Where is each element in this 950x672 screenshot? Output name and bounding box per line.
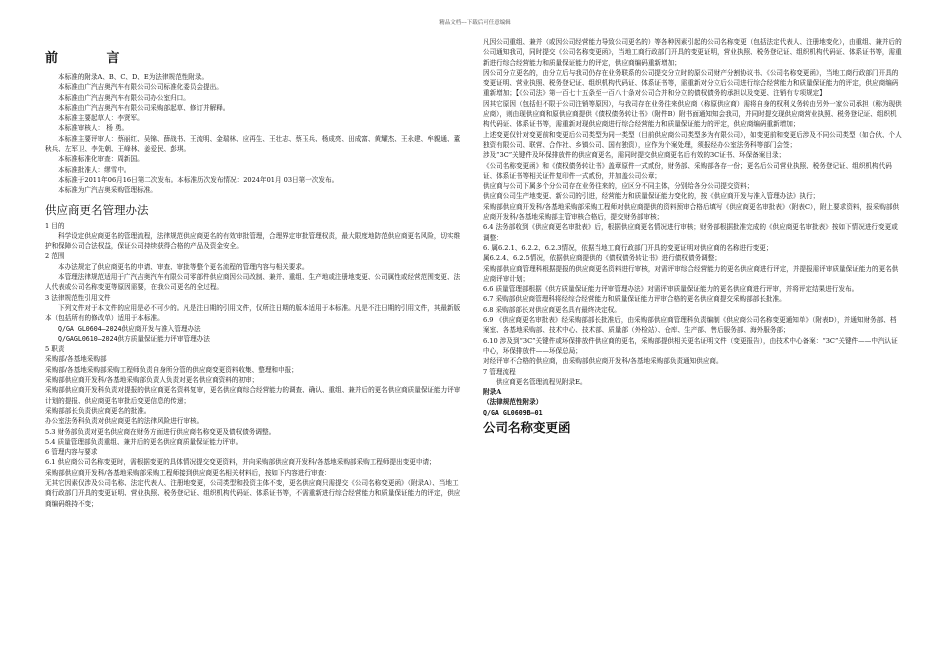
paragraph: 6.1 供应商公司名称变更时，需根据变更的具体情况提交变更资料，并向采购部供应商开发科/各基地采购部采购工程师提出变更申请； bbox=[45, 458, 436, 467]
paragraph: 本办法规定了供应商更名的申请、审查、审批等整个更名流程的管理内容与相关要求。 bbox=[58, 262, 309, 271]
paragraph: 采购部供应商开发科/各基地采购部采购工程师接到供应商更名相关材料后，按如下内容进行审查： bbox=[45, 468, 331, 477]
paragraph: 科学设定供应商更名的管理流程，法律规范供应商更名的有效审批管理，合理界定审批管理权责，最大限度地防范供应商更名风险，切实维护和保障公司合法权益，保证公司持续获得合格的产品及资金安全。 bbox=[45, 231, 461, 251]
paragraph: 6.4 法务部收到《供应商更名审批表》后，根据供应商更名情况进行审核；财务部根据批准完成的《供应商更名审批表》按如下情况进行变更或调整： bbox=[483, 223, 898, 242]
appendix-code: Q/GA GL0609B—01 bbox=[483, 408, 543, 417]
paragraph: 本标准标准化审查：周新国。 bbox=[58, 155, 144, 164]
paragraph: 6.9 《供应商更名审批表》经采购部部长批准后，由采购部供应商管理科负责编制《供应商公司名称变更通知单》（附表D），并通知财务部、档案室、各基地采购部、技术中心、技术部、质量部（外检站）、仓库、生产部、售后服务部、海外服务部； bbox=[483, 316, 897, 335]
paragraph: 采购部/各基地采购部采购工程师负责自身所分管的供应商变更资料收集、整理和申报； bbox=[45, 365, 298, 374]
paragraph: 7 管理流程 bbox=[483, 367, 516, 376]
appendix-note: （法律规范性附录） bbox=[483, 398, 543, 407]
document-title: 供应商更名管理办法 bbox=[45, 202, 149, 217]
paragraph: 6 管理内容与要求 bbox=[45, 448, 98, 457]
paragraph: 5 职责 bbox=[45, 345, 65, 354]
left-body bbox=[45, 221, 465, 509]
paragraph: 本标准主要评审人：蔡丽红、吴锦、薛战书、王流明、金瑞林、应再生、王壮志、蔡玉兵、杨成亮、田成富、黄耀杰、王永建、牟親通、董秋兵、左军卫、李先朝、王峰林、姜爱民、彭琪。 bbox=[45, 134, 461, 154]
paragraph: 涉及“3C”关键件及环保排放件的供应商更名，需同时提交供应商更名后有效的3C证书、环保备案目录； bbox=[483, 151, 786, 160]
paragraph: 6. 属6.2.1、6.2.2、6.2.3情况，依据当地工商行政部门开具的变更证明对供应商的名称进行变更； bbox=[483, 243, 773, 252]
paragraph: 对经评审不合格的供应商，由采购部供应商开发科/各基地采购部负责通知供应商。 bbox=[483, 357, 723, 366]
foreword-section bbox=[45, 72, 465, 196]
paragraph: 6.10 涉及到“3C”关键件或环保排放件供应商的更名，采购部提供相关更名证明文件（变更报告），由技术中心备案：“3C”关键件——中汽认证中心，环保排放件——环保总局； bbox=[483, 336, 898, 355]
paragraph: 因公司分立更名的，由分立后与我司仍存在业务联系的公司提交分立时的原公司财产分割协议书、《公司名称变更函》，当地工商行政部门开具的变更证明、营业执照、税务登记证、组织机构代码证、体系证书等，需重新对分立后公司进行综合经营能力和质量保证能力的评定，供应商编码重新增加；【《公司法》第一百七十五条至一百八十条对公司合并和分立的债权债务的承担以及变更、注销有专项规定】 bbox=[483, 68, 899, 98]
foreword-title: 前 言 bbox=[45, 51, 142, 66]
paragraph: 2 范围 bbox=[45, 252, 65, 261]
paragraph: 本标准主要起草人：李贤军。 bbox=[58, 114, 144, 123]
paragraph: 因其它原因（包括但不限于公司注销等原因），与我司存在业务往来供应商（称原供应商）需将自身的权利义务转由另外一家公司承担（称为现供应商），则由现供应商和原供应商提供《债权债务转让书》（附件B）附书面通知知会我司，并同时提交现供应商营业执照、税务登记证、组织机构代码证、体系证书等，需重新对现供应商进行综合经营能力和质量保证能力的评定，供应商编码重新增加； bbox=[483, 99, 902, 129]
paragraph: 凡因公司重组、兼并（或因公司经营能力导致公司更名的）等各种因素引起的公司名称变更（包括法定代表人、注册地变化），由重组、兼并后的公司通知我司，同时提交《公司名称变更函》，当地工商行政部门开具的变更证明，营业执照、税务登记证、组织机构代码证、体系证书等，需重新进行综合经营能力和质量保证能力的评定，供应商编码重新增加； bbox=[483, 38, 902, 67]
paragraph: 供应商更名管理流程见附录E。 bbox=[496, 377, 587, 386]
appendix-label: 附录A bbox=[483, 388, 502, 397]
right-column bbox=[483, 37, 903, 439]
paragraph: 本标准审核人： 杨 勇。 bbox=[58, 124, 129, 133]
paragraph: 本标准的附录A、B、C、D、E为法律规范性附录。 bbox=[58, 73, 209, 81]
paragraph: 下列文件对于本文件的应用是必不可少的。凡是注日期的引用文件，仅所注日期的版本适用于本标准。凡是不注日期的引用文件，其最新版本（包括所有的修改单）适用于本标准。 bbox=[45, 303, 461, 323]
header-note: 精品文档---下载后可任意编辑 bbox=[439, 20, 511, 26]
paragraph: 3 法律规范性引用文件 bbox=[45, 293, 111, 302]
paragraph: 采购部供应商管理科根据提报的供应商更名资料进行审核，对需评审综合经营能力的更名供应商进行评定，并提报需评审质量保证能力的更名供应商评审计划； bbox=[483, 264, 899, 283]
paragraph: 6.8 采购部部长对供应商更名具有最终决定权。 bbox=[483, 305, 621, 314]
paragraph: 6.6 质量管理部根据《供方质量保证能力评审管理办法》对需评审质量保证能力的更名供应商进行评审，并将评定结果进行发布。 bbox=[483, 285, 859, 294]
paragraph: 本标准为广汽吉奥采购管理标准。 bbox=[58, 186, 157, 195]
paragraph: 供应商与公司下属多个分公司存在业务往来的，应区分不同主体，分别给各分公司提交资料； bbox=[483, 182, 754, 191]
paragraph: 本标准由广汽吉奥汽车有限公司采购部起草、修订并解释。 bbox=[58, 103, 230, 112]
paragraph: 属6.2.4、6.2.5情况，依据供应商提供的《债权债务转让书》进行债权债务调整； bbox=[483, 254, 721, 263]
paragraph: 本标准批准人：缪雪中。 bbox=[58, 165, 131, 174]
right-body bbox=[483, 37, 903, 387]
paragraph: 采购部供应商开发科负责对提报的供应商更名资料复审，更名供应商综合经营能力的调查、确认、重组、兼并后的更名供应商质量保证能力评审计划的提报、供应商更名审批后变更信息的传递； bbox=[45, 386, 461, 405]
paragraph: 1 目的 bbox=[45, 221, 65, 230]
paragraph: 本标准由广汽吉奥汽车有限公司公司标准化委员会提出。 bbox=[58, 83, 223, 92]
paragraph: 6.7 采购部供应商管理科将经综合经营能力和质量保证能力评审合格的更名供应商提交采购部部长批准。 bbox=[483, 295, 786, 304]
paragraph: 办公室法务科负责对供应商更名的法律风险进行审核。 bbox=[45, 417, 204, 426]
paragraph: 供应商公司生产地变更、新公司的引进，经营能力和质量保证能力变化的，按《供应商开发与准入管理办法》执行； bbox=[483, 192, 820, 201]
left-column bbox=[45, 50, 465, 509]
appendix-title: 公司名称变更函 bbox=[483, 419, 571, 435]
paragraph: 采购部供应商开发科/各基地采购部采购工程师对供应商提供的资料预审合格后填写《供应商更名审批表》（附表C），附上要求资料，报采购部供应商开发科/各基地采购部主管审核合格后，提交财务部审核； bbox=[483, 202, 900, 222]
paragraph: 本管理法律规范适用于广汽吉奥汽车有限公司零部件供应商因公司改制、兼并、重组、生产地或注册地变更、公司属性或经营范围变更、法人代表或公司名称变更等原因需要，在我公司更名的全过程。 bbox=[45, 273, 461, 292]
paragraph: 采购部部长负责供应商更名的批准。 bbox=[45, 406, 151, 415]
paragraph: 无其它因素仅涉及公司名称、法定代表人、注册地变更，公司类型和投资主体不变，更名供应商只需提交《公司名称变更函》（附录A）、当地工商行政部门开具的变更证明、营业执照、税务登记证、组织机构代码证、体系证书等，不需重新进行综合经营能力和质量保证能力的评定，供应商编码维持不变； bbox=[45, 478, 461, 508]
paragraph: 5.3 财务部负责对更名供应商在财务方面进行供应商名称变更及债权债务调整。 bbox=[45, 427, 276, 436]
paragraph: Q/GA GL0604—2024供应商开发与准入管理办法 bbox=[58, 324, 201, 333]
paragraph: 《公司名称变更函》和《债权债务转让书》盖章原件一式贰份，财务部、采购部各存一份；更名后公司营业执照、税务登记证、组织机构代码证、体系证书等相关证件复印件一式贰份，并加盖公司公章； bbox=[483, 161, 892, 180]
paragraph: 5.4 质量管理部负责重组、兼并后的更名供应商质量保证能力评审。 bbox=[45, 437, 243, 446]
paragraph: 本标准由广汽吉奥汽车有限公司办公室归口。 bbox=[58, 93, 190, 102]
paragraph: Q/GAGL0610—2024供方质量保证能力评审管理办法 bbox=[58, 334, 210, 343]
paragraph: 本标准于2011年06月16日第二次发布。本标准历次发布情况：2024年01月 03日第一次发布。 bbox=[58, 175, 339, 184]
paragraph: 上述变更仅针对变更前和变更后公司类型为同一类型（目前供应商公司类型多为有限公司），如变更前和变更后涉及不同公司类型（如合伙、个人独资有限公司、联营、合作社、乡镇公司、国有独资），应作为个案处理，须报经办公室法务科等部门会签； bbox=[483, 130, 902, 149]
paragraph: 采购部供应商开发科/各基地采购部负责人负责对更名供应商资料的初审； bbox=[45, 376, 259, 385]
paragraph: 采购部/各基地采购部 bbox=[45, 355, 107, 364]
